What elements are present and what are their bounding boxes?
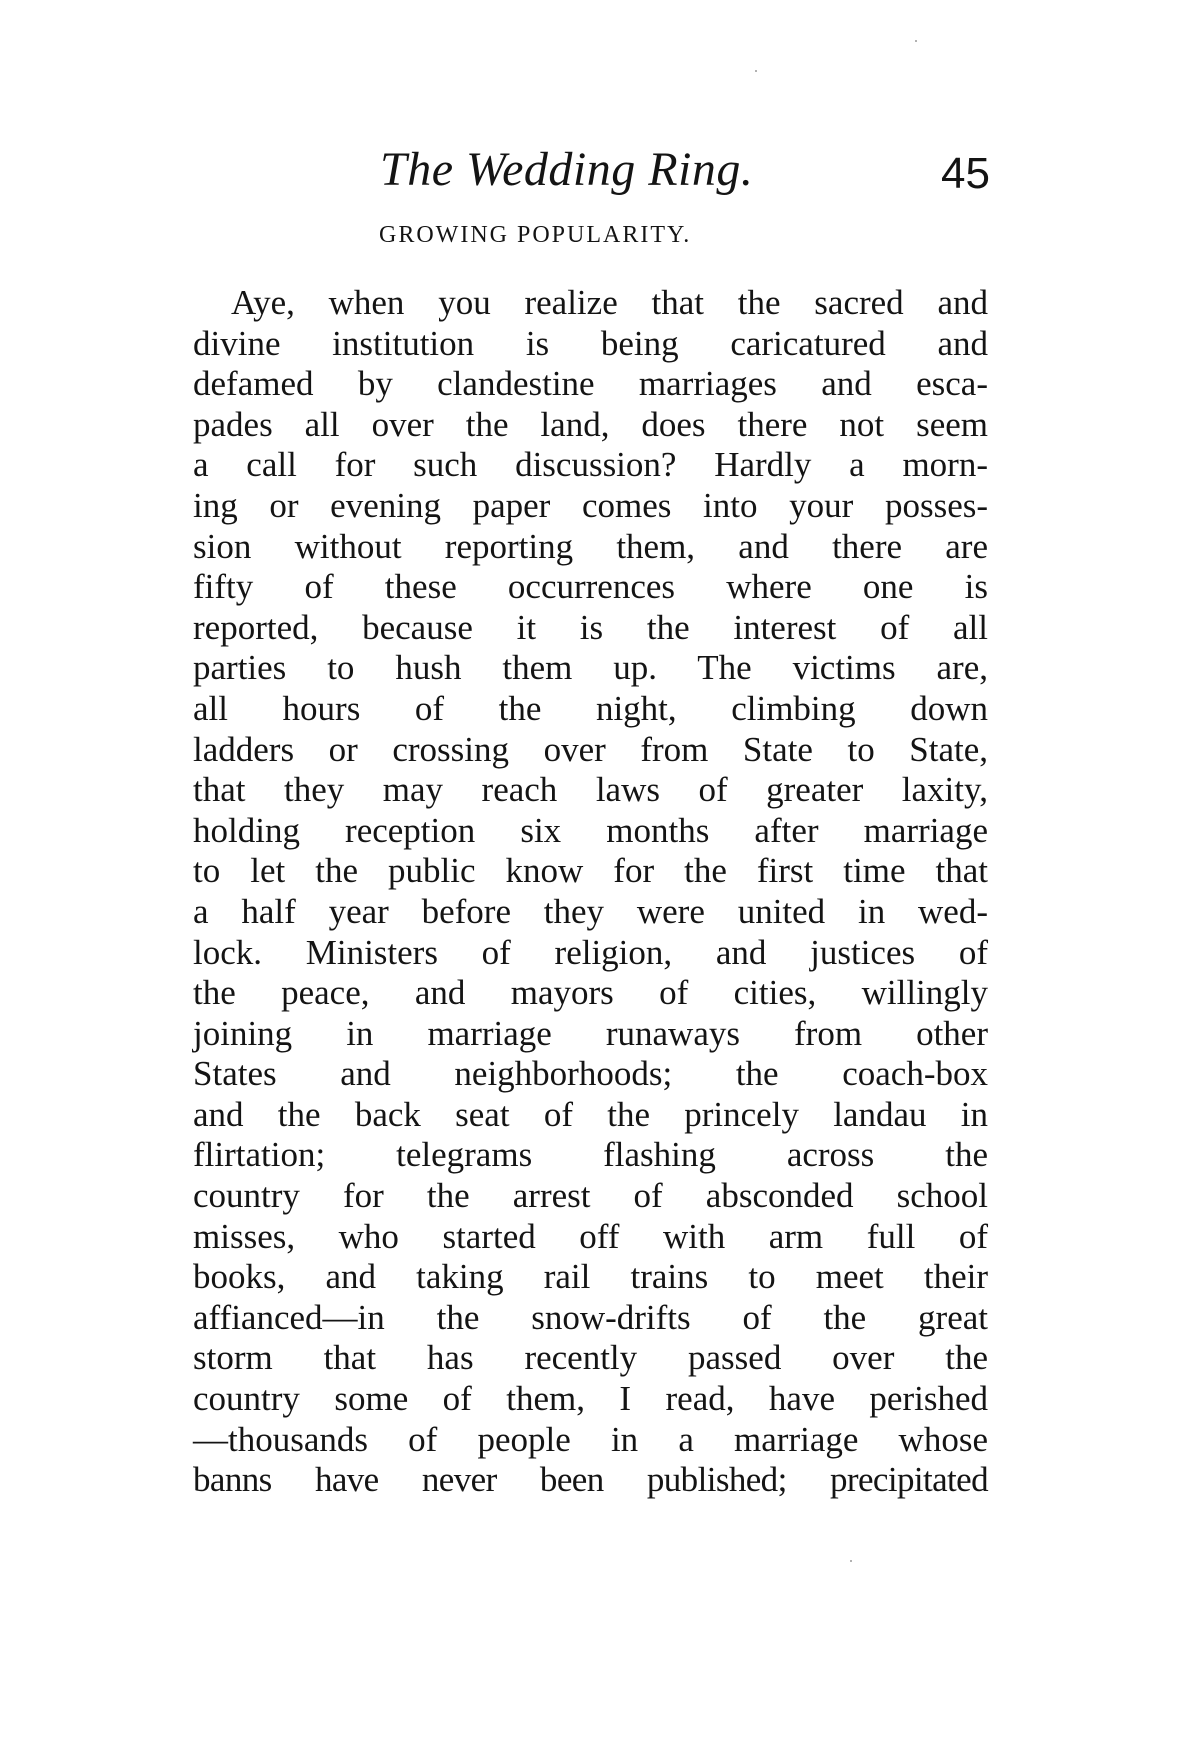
text-line: country for the arrest of absconded school <box>193 1176 988 1216</box>
text-line: sion without reporting them, and there are <box>193 526 988 566</box>
text-line: ing or evening paper comes into your posses- <box>193 485 988 525</box>
text-line: a half year before they were united in wed- <box>193 891 988 931</box>
text-line: fifty of these occurrences where one is <box>193 567 988 607</box>
text-line: to let the public know for the first time that <box>193 851 988 891</box>
paper-speck <box>850 1560 852 1562</box>
text-line: affianced—in the snow-drifts of the great <box>193 1297 988 1337</box>
text-line: reported, because it is the interest of all <box>193 607 988 647</box>
text-line: lock. Ministers of religion, and justices of <box>193 932 988 972</box>
text-line: storm that has recently passed over the <box>193 1338 988 1378</box>
page-number: 45 <box>941 149 990 198</box>
text-line: ladders or crossing over from State to State, <box>193 729 988 769</box>
text-line: the peace, and mayors of cities, willingly <box>193 973 988 1013</box>
text-line: banns have never been published; precipitated <box>193 1460 988 1500</box>
text-line: defamed by clandestine marriages and esca- <box>193 364 988 404</box>
text-line: —thousands of people in a marriage whose <box>193 1419 988 1459</box>
text-line: Aye, when you realize that the sacred and <box>231 283 988 322</box>
text-line: divine institution is being caricatured and <box>193 323 988 363</box>
paper-speck <box>915 40 917 42</box>
body-paragraph <box>193 283 988 1501</box>
text-line: parties to hush them up. The victims are, <box>193 648 988 688</box>
section-heading: GROWING POPULARITY. <box>379 222 692 248</box>
text-line: that they may reach laws of greater laxity, <box>193 770 988 810</box>
text-line: joining in marriage runaways from other <box>193 1013 988 1053</box>
text-line: books, and taking rail trains to meet their <box>193 1257 988 1297</box>
text-line: pades all over the land, does there not seem <box>193 404 988 444</box>
text-line: flirtation; telegrams flashing across the <box>193 1135 988 1175</box>
text-line: misses, who started off with arm full of <box>193 1216 988 1256</box>
text-line: a call for such discussion? Hardly a morn- <box>193 445 988 485</box>
text-line: country some of them, I read, have perished <box>193 1379 988 1419</box>
text-line: holding reception six months after marriage <box>193 810 988 850</box>
text-line: States and neighborhoods; the coach-box <box>193 1054 988 1094</box>
text-line: all hours of the night, climbing down <box>193 688 988 728</box>
text-line: and the back seat of the princely landau in <box>193 1094 988 1134</box>
paper-speck <box>755 70 757 72</box>
running-head <box>380 140 990 200</box>
running-title: The Wedding Ring. <box>380 143 754 196</box>
